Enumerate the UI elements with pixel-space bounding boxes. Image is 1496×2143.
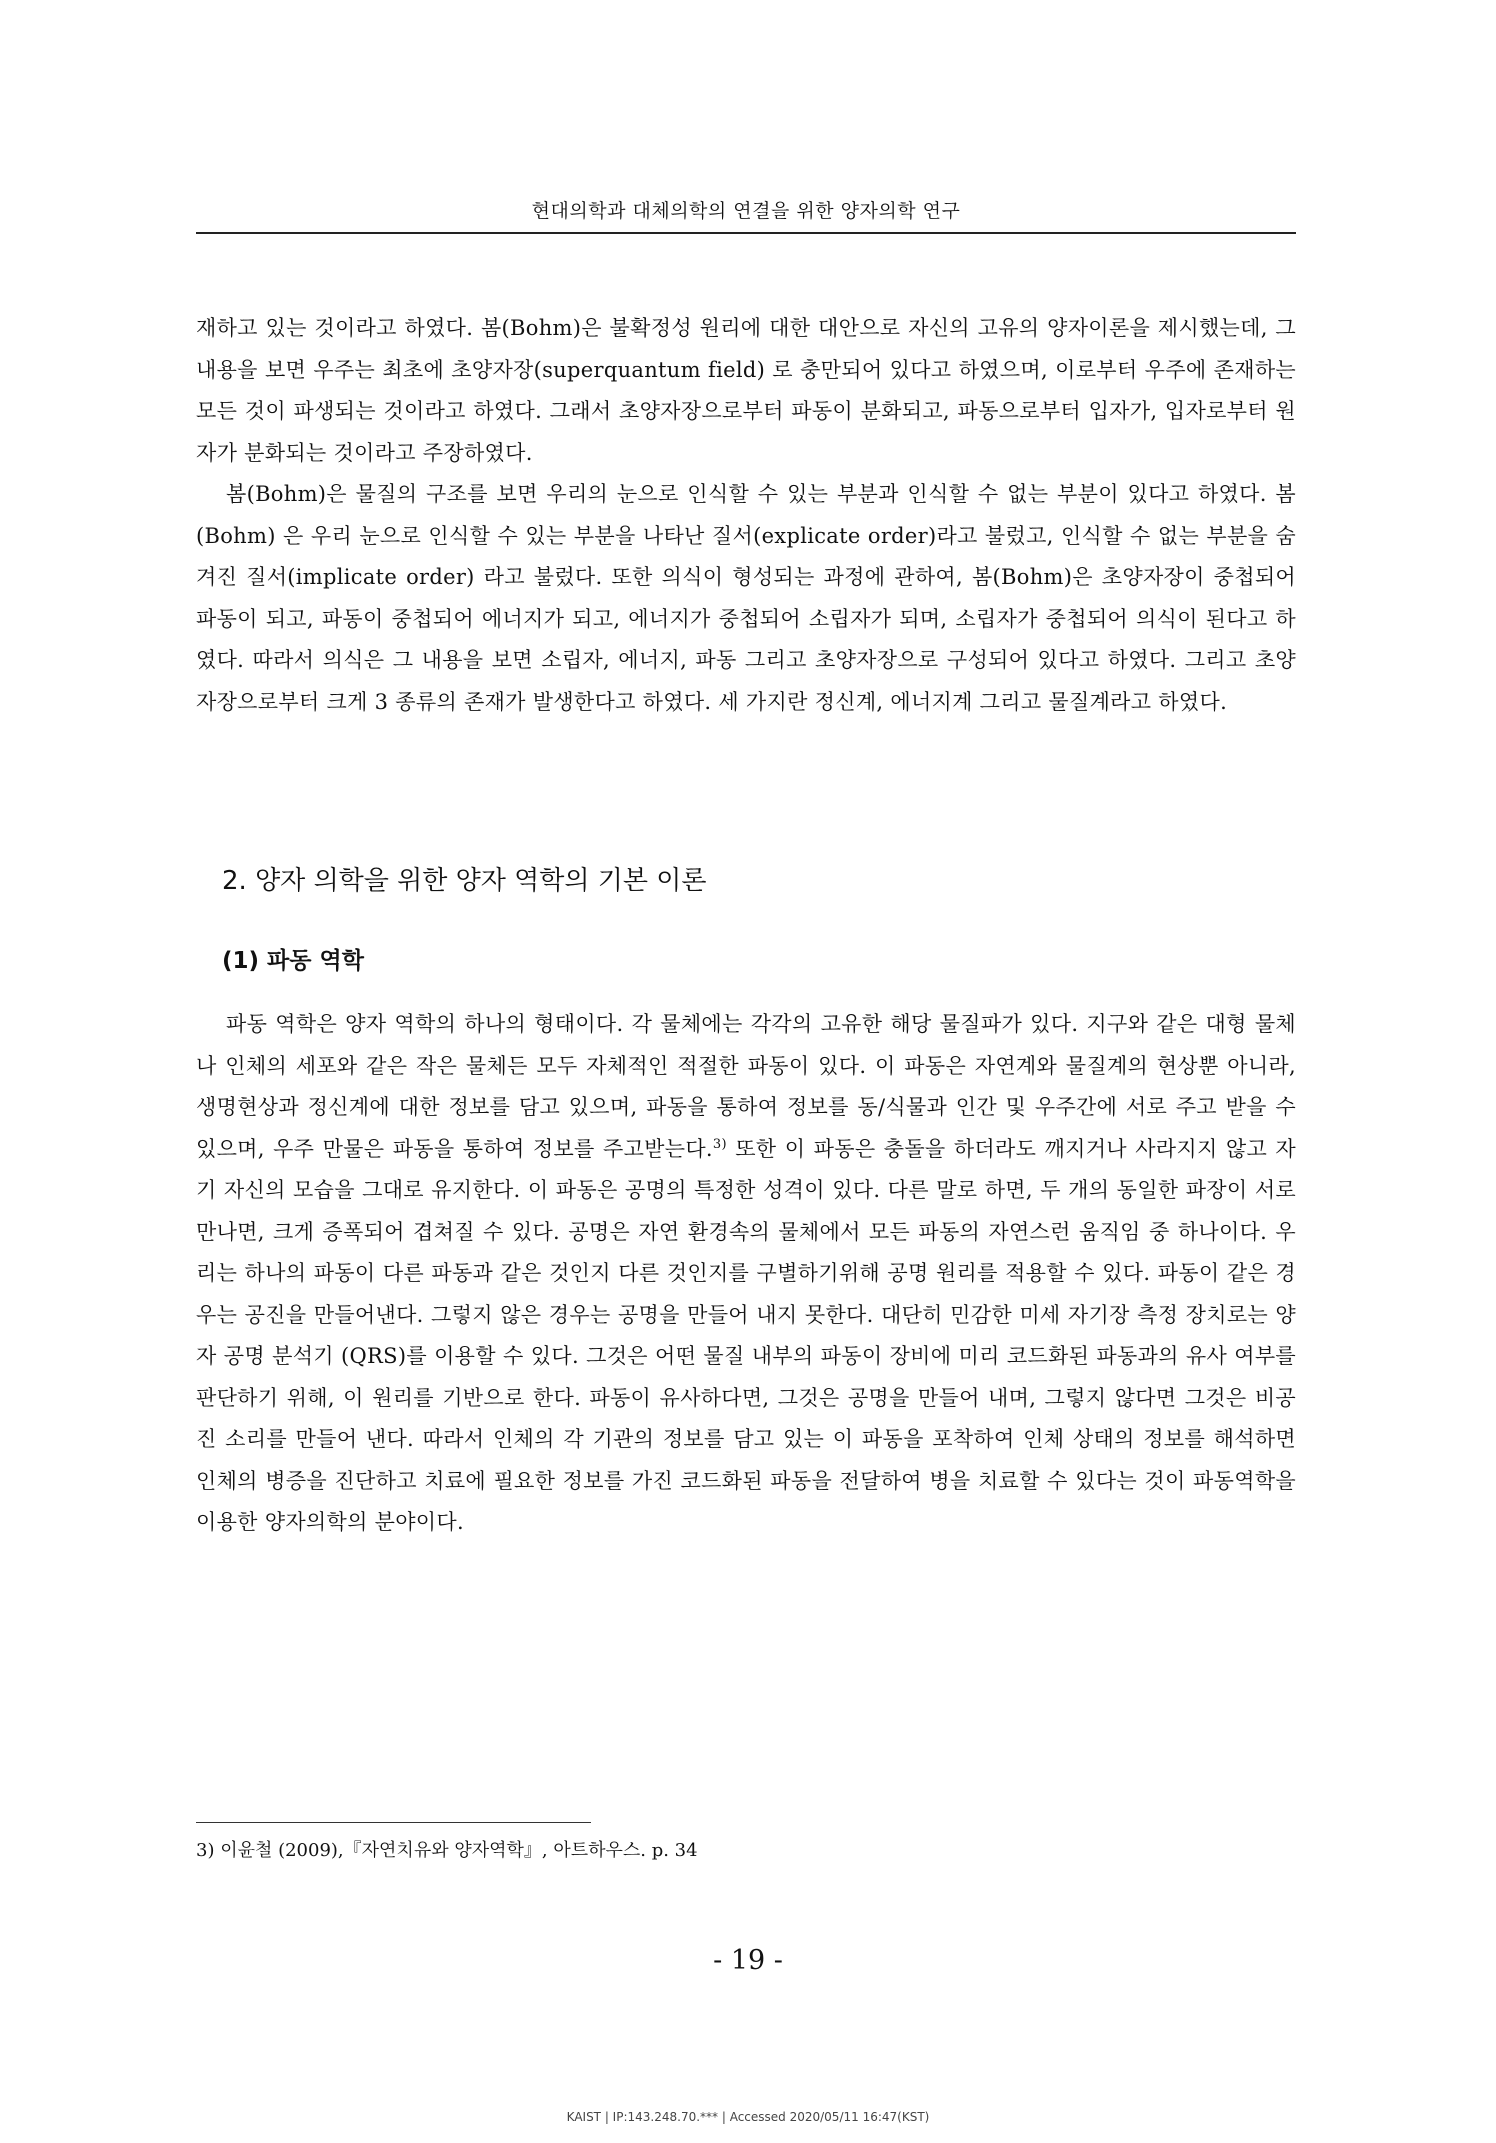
- footnote-reference[interactable]: 3): [712, 1136, 727, 1152]
- header-rule: [196, 232, 1296, 234]
- body-text-block-top: [196, 308, 1296, 723]
- footnote: 3) 이윤철 (2009),『자연치유와 양자역학』, 아트하우스. p. 34: [196, 1840, 698, 1861]
- subsection-heading: (1) 파동 역학: [222, 948, 364, 974]
- access-stamp: KAIST | IP:143.248.70.*** | Accessed 2020/05/11 16:47(KST): [566, 2110, 930, 2124]
- paragraph-bohm-theory: 재하고 있는 것이라고 하였다. 봄(Bohm)은 불확정성 원리에 대한 대안으로 자신의 고유의 양자이론을 제시했는데, 그 내용을 보면 우주는 최초에 초양자장(superquantum field) 로 충만되어 있다고 하였으며, 이로부터 우주에 존재하는 모든 것이 파생되는 것이라고 하였다. 그래서 초양자장으로부터 파동이 분화되고, 파동으로부터 입자가, 입자로부터 원자가 분화되는 것이라고 주장하였다.: [196, 316, 1296, 465]
- section-heading: 2. 양자 의학을 위한 양자 역학의 기본 이론: [222, 866, 707, 896]
- running-header-title: 현대의학과 대체의학의 연결을 위한 양자의학 연구: [531, 200, 961, 222]
- footnote-rule: [196, 1822, 591, 1823]
- wave-text-part-1: 파동 역학은 양자 역학의 하나의 형태이다. 각 물체에는 각각의 고유한 해당 물질파가 있다. 지구와 같은 대형 물체나 인체의 세포와 같은 작은 물체든 모두 자체적인 적절한 파동이 있다. 이 파동은 자연계와 물질계의 현상뿐 아니라, 생명현상과 정신계에 대한 정보를 담고 있으며, 파동을 통하여 정보를 동/식물과 인간 및 우주간에 서로 주고 받을 수 있으며, 우주 만물은 파동을 통하여 정보를 주고받는다.: [196, 1012, 1296, 1161]
- page-number: - 19 -: [713, 1945, 783, 1976]
- paragraph-wave-mechanics: [196, 1004, 1296, 1544]
- wave-text-part-2: 또한 이 파동은 충돌을 하더라도 깨지거나 사라지지 않고 자기 자신의 모습을 그대로 유지한다. 이 파동은 공명의 특정한 성격이 있다. 다른 말로 하면, 두 개의 동일한 파장이 서로 만나면, 크게 증폭되어 겹쳐질 수 있다. 공명은 자연 환경속의 물체에서 모든 파동의 자연스런 움직임 중 하나이다. 우리는 하나의 파동이 다른 파동과 같은 것인지 다른 것인지를 구별하기위해 공명 원리를 적용할 수 있다. 파동이 같은 경우는 공진을 만들어낸다. 그렇지 않은 경우는 공명을 만들어 내지 못한다. 대단히 민감한 미세 자기장 측정 장치로는 양자 공명 분석기 (QRS)를 이용할 수 있다. 그것은 어떤 물질 내부의 파동이 장비에 미리 코드화된 파동과의 유사 여부를 판단하기 위해, 이 원리를 기반으로 한다. 파동이 유사하다면, 그것은 공명을 만들어 내며, 그렇지 않다면 그것은 비공진 소리를 만들어 낸다. 따라서 인체의 각 기관의 정보를 담고 있는 이 파동을 포착하여 인체 상태의 정보를 해석하면 인체의 병증을 진단하고 치료에 필요한 정보를 가진 코드화된 파동을 전달하여 병을 치료할 수 있다는 것이 파동역학을 이용한 양자의학의 분야이다.: [196, 1136, 1296, 1534]
- paragraph-bohm-order: 봄(Bohm)은 물질의 구조를 보면 우리의 눈으로 인식할 수 있는 부분과 인식할 수 없는 부분이 있다고 하였다. 봄(Bohm) 은 우리 눈으로 인식할 수 있는 부분을 나타난 질서(explicate order)라고 불렀고, 인식할 수 없는 부분을 숨겨진 질서(implicate order) 라고 불렀다. 또한 의식이 형성되는 과정에 관하여, 봄(Bohm)은 초양자장이 중첩되어 파동이 되고, 파동이 중첩되어 에너지가 되고, 에너지가 중첩되어 소립자가 되며, 소립자가 중첩되어 의식이 된다고 하였다. 따라서 의식은 그 내용을 보면 소립자, 에너지, 파동 그리고 초양자장으로 구성되어 있다고 하였다. 그리고 초양자장으로부터 크게 3 종류의 존재가 발생한다고 하였다. 세 가지란 정신계, 에너지계 그리고 물질계라고 하였다.: [196, 482, 1296, 714]
- body-text-block-wave: [196, 1004, 1296, 1544]
